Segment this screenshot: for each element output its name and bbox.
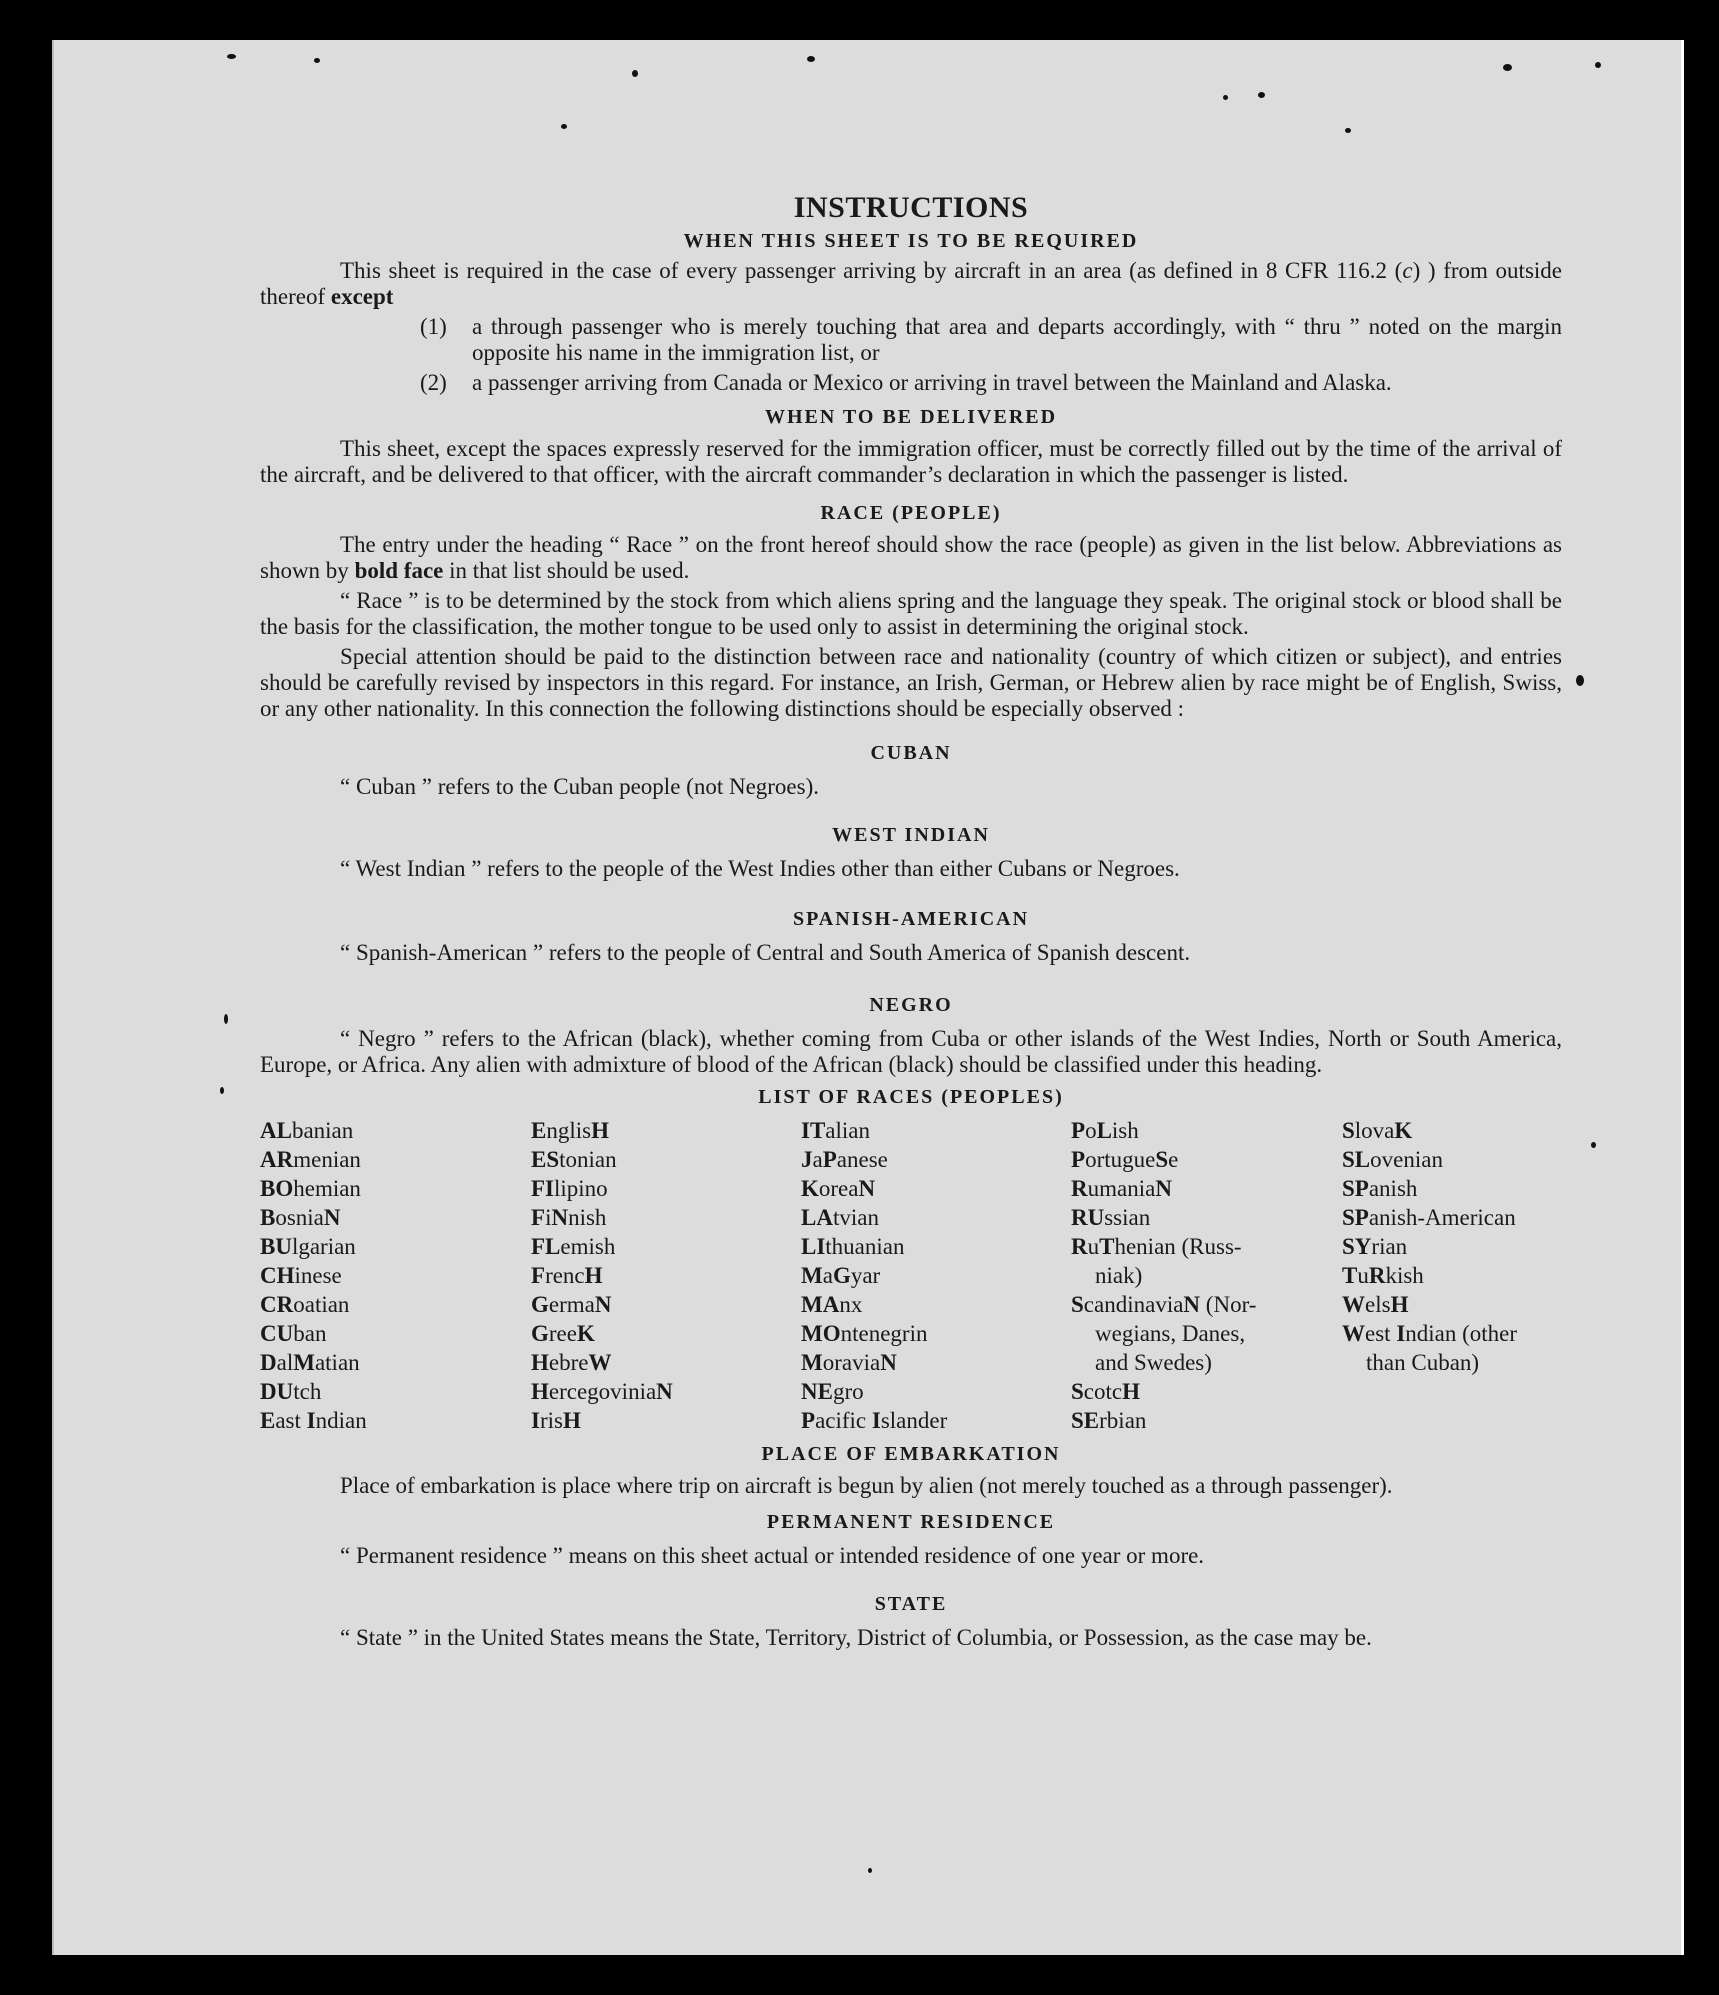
- scan-speck: [1576, 675, 1584, 686]
- races-column: [1342, 1116, 1562, 1435]
- race-entry: BUlgarian: [260, 1234, 356, 1259]
- races-column: [1071, 1116, 1342, 1435]
- race-entry: wegians, Danes,: [1095, 1321, 1246, 1346]
- exception-item-1: (1) a through passenger who is merely touching that area and departs accordingly, with “ thru ” noted on the margin opposite his name in the immigration list, or: [420, 314, 1562, 365]
- races-list: [260, 1116, 1562, 1435]
- race-entry: MOntenegrin: [801, 1321, 928, 1346]
- race-paragraph-3: Special attention should be paid to the distinction between race and nationality (country of which citizen or subject), and entries should be carefully revised by inspectors in this regard. For instance, an Irish, German, or Hebrew alien by race might be of English, Swiss, or any other nationality. In this connection the following distinctions should be especially observed :: [260, 644, 1562, 721]
- race-entry: SLovenian: [1342, 1147, 1443, 1172]
- cuban-text: “ Cuban ” refers to the Cuban people (not Negroes).: [340, 774, 820, 799]
- heading-place-of-embarkation: PLACE OF EMBARKATION: [761, 1443, 1061, 1465]
- scan-speck: [561, 124, 567, 129]
- race-entry: EStonian: [531, 1147, 617, 1172]
- spanish-american-text: “ Spanish-American ” refers to the people of Central and South America of Spanish descent.: [340, 940, 1191, 965]
- heading-spanish-american: SPANISH-AMERICAN: [792, 908, 1030, 930]
- race-entry: West Indian (other: [1342, 1321, 1518, 1346]
- race-entry: DalMatian: [260, 1350, 360, 1375]
- race-entry: East Indian: [260, 1408, 367, 1433]
- race-entry: than Cuban): [1366, 1350, 1480, 1375]
- race-entry: NEgro: [801, 1379, 864, 1404]
- race-entry: PoLish: [1071, 1118, 1139, 1143]
- heading-west-indian: WEST INDIAN: [832, 824, 990, 846]
- race-entry: Pacific Islander: [801, 1408, 948, 1433]
- race-entry: SErbian: [1071, 1408, 1147, 1433]
- negro-text: “ Negro ” refers to the African (black), whether coming from Cuba or other islands of the West Indies, North or South America, Europe, or Africa. Any alien with admixture of blood of the African (black) should be classified under this heading.: [260, 1026, 1562, 1077]
- race-entry: PortugueSe: [1071, 1147, 1179, 1172]
- permanent-residence-text: “ Permanent residence ” means on this sheet actual or intended residence of one year or more.: [340, 1543, 1205, 1568]
- race-entry: SlovaK: [1342, 1118, 1413, 1143]
- scan-speck: [314, 58, 320, 63]
- race-entry: SPanish-American: [1342, 1205, 1516, 1230]
- scan-speck: [1595, 62, 1601, 68]
- exception-item-2: (2) a passenger arriving from Canada or Mexico or arriving in travel between the Mainland and Alaska.: [420, 370, 1392, 395]
- race-entry: CUban: [260, 1321, 327, 1346]
- scan-speck: [227, 54, 236, 59]
- heading-when-required: WHEN THIS SHEET IS TO BE REQUIRED: [683, 230, 1139, 252]
- race-entry: SYrian: [1342, 1234, 1408, 1259]
- scan-speck: [1503, 64, 1512, 71]
- race-entry: CHinese: [260, 1263, 342, 1288]
- west-indian-text: “ West Indian ” refers to the people of the West Indies other than either Cubans or Negroes.: [340, 856, 1180, 881]
- race-entry: DUtch: [260, 1379, 322, 1404]
- document-sheet: [52, 40, 1684, 1955]
- scan-speck: [868, 1868, 872, 1873]
- race-entry: WelsH: [1342, 1292, 1409, 1317]
- race-entry: GreeK: [531, 1321, 595, 1346]
- race-entry: FiNnish: [531, 1205, 607, 1230]
- heading-state: STATE: [874, 1593, 948, 1615]
- page-title: INSTRUCTIONS: [793, 191, 1029, 224]
- race-paragraph-2: “ Race ” is to be determined by the stock from which aliens spring and the language they speak. The original stock or blood shall be the basis for the classification, the mother tongue to be used only to assist in determining the original stock.: [260, 588, 1562, 639]
- race-entry: RUssian: [1071, 1205, 1151, 1230]
- when-required-intro: This sheet is required in the case of every passenger arriving by aircraft in an area (as defined in 8 CFR 116.2 (c) ) from outside thereof except: [260, 258, 1562, 309]
- race-entry: and Swedes): [1095, 1350, 1212, 1375]
- race-entry: EnglisH: [531, 1118, 609, 1143]
- scan-speck: [807, 56, 815, 62]
- race-entry: CRoatian: [260, 1292, 350, 1317]
- scan-speck: [1345, 128, 1351, 133]
- race-entry: BosniaN: [260, 1205, 341, 1230]
- heading-cuban: CUBAN: [870, 742, 952, 764]
- race-entry: HercegoviniaN: [531, 1379, 673, 1404]
- race-entry: FrencH: [531, 1263, 603, 1288]
- race-entry: KoreaN: [801, 1176, 876, 1201]
- race-entry: TuRkish: [1342, 1263, 1424, 1288]
- heading-when-delivered: WHEN TO BE DELIVERED: [764, 406, 1058, 428]
- races-column: [531, 1116, 801, 1435]
- race-entry: MoraviaN: [801, 1350, 897, 1375]
- race-entry: FLemish: [531, 1234, 616, 1259]
- when-delivered-text: This sheet, except the spaces expressly reserved for the immigration officer, must be correctly filled out by the time of the arrival of the aircraft, and be delivered to that officer, with the aircraft commander’s declaration in which the passenger is listed.: [260, 436, 1562, 487]
- races-column: [801, 1116, 1071, 1435]
- race-entry: GermaN: [531, 1292, 612, 1317]
- race-entry: FIlipino: [531, 1176, 608, 1201]
- heading-race: RACE (PEOPLE): [820, 502, 1002, 524]
- scan-speck: [1591, 1142, 1596, 1148]
- race-entry: ALbanian: [260, 1118, 354, 1143]
- race-entry: MAnx: [801, 1292, 863, 1317]
- scan-speck: [1223, 95, 1228, 100]
- race-paragraph-1: The entry under the heading “ Race ” on the front hereof should show the race (people) as given in the list below. Abbreviations as shown by bold face in that list should be used.: [260, 532, 1562, 583]
- scan-speck: [632, 70, 638, 77]
- race-entry: RuThenian (Russ-: [1071, 1234, 1242, 1259]
- state-text: “ State ” in the United States means the State, Territory, District of Columbia, or Possession, as the case may be.: [340, 1625, 1372, 1650]
- heading-permanent-residence: PERMANENT RESIDENCE: [766, 1511, 1056, 1533]
- race-entry: MaGyar: [801, 1263, 881, 1288]
- race-entry: ScotcH: [1071, 1379, 1140, 1404]
- race-entry: LAtvian: [801, 1205, 879, 1230]
- race-entry: RumaniaN: [1071, 1176, 1172, 1201]
- race-entry: IrisH: [531, 1408, 581, 1433]
- place-of-embarkation-text: Place of embarkation is place where trip on aircraft is begun by alien (not merely touched as a through passenger).: [340, 1473, 1393, 1498]
- race-entry: ITalian: [801, 1118, 870, 1143]
- instructions-content: [260, 190, 1562, 1651]
- scan-speck: [220, 1087, 224, 1094]
- race-entry: SPanish: [1342, 1176, 1418, 1201]
- scan-speck: [1258, 92, 1265, 98]
- race-entry: ScandinaviaN (Nor-: [1071, 1292, 1257, 1317]
- race-entry: ARmenian: [260, 1147, 361, 1172]
- race-entry: HebreW: [531, 1350, 612, 1375]
- race-entry: niak): [1095, 1263, 1143, 1288]
- race-entry: JaPanese: [801, 1147, 888, 1172]
- race-entry: LIthuanian: [801, 1234, 905, 1259]
- race-entry: BOhemian: [260, 1176, 361, 1201]
- scan-speck: [224, 1014, 228, 1024]
- heading-negro: NEGRO: [869, 994, 953, 1016]
- heading-list-of-races: LIST OF RACES (PEOPLES): [758, 1086, 1064, 1108]
- races-column: [260, 1116, 531, 1435]
